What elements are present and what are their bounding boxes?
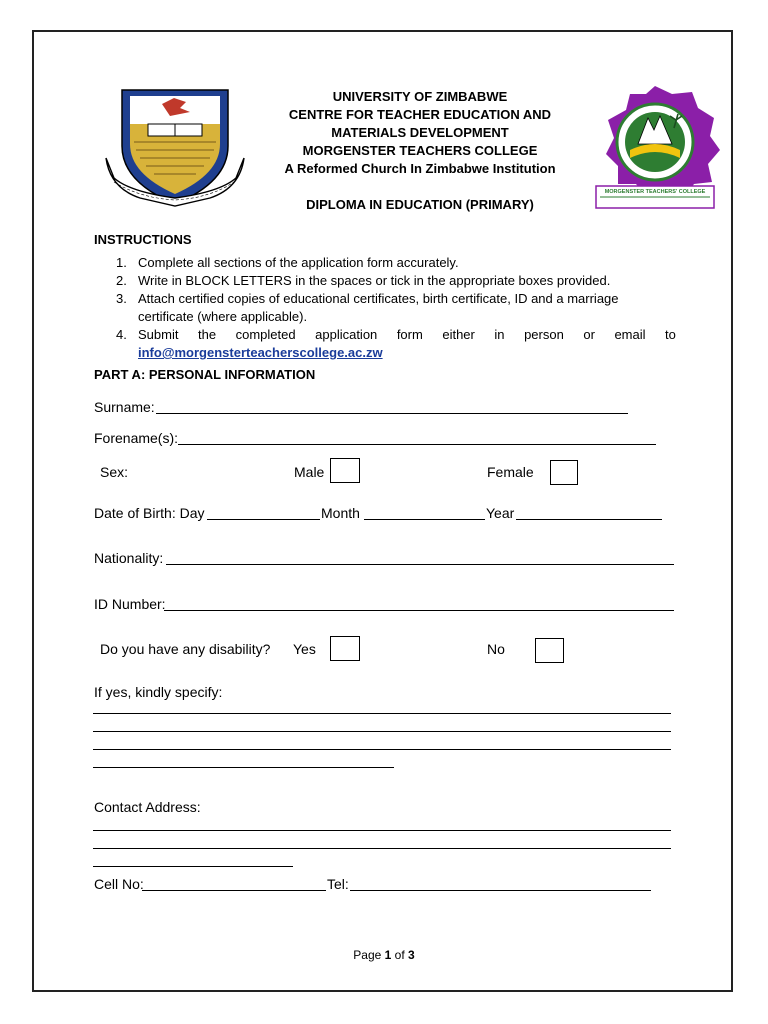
instruction-word: in	[494, 327, 505, 342]
dob-year-label: Year	[486, 505, 515, 521]
part-a-heading: PART A: PERSONAL INFORMATION	[94, 367, 316, 382]
id-number-field[interactable]	[164, 610, 674, 611]
specify-line[interactable]	[93, 767, 394, 768]
college-logo-caption: MORGENSTER TEACHERS' COLLEGE	[604, 189, 706, 195]
surname-field[interactable]	[156, 413, 628, 414]
female-checkbox[interactable]	[550, 460, 578, 485]
tel-field[interactable]	[350, 890, 651, 891]
page-word: Page	[353, 948, 382, 962]
disability-no-checkbox[interactable]	[535, 638, 564, 663]
dob-month-label: Month	[321, 505, 360, 521]
address-line[interactable]	[93, 866, 293, 867]
university-name: UNIVERSITY OF ZIMBABWE	[332, 89, 508, 104]
disability-question: Do you have any disability?	[100, 641, 271, 657]
instruction-word: email	[614, 327, 646, 342]
specify-line[interactable]	[93, 713, 671, 714]
instruction-word: to	[665, 327, 676, 342]
instruction-number: 2.	[116, 273, 127, 288]
instruction-item	[116, 290, 676, 326]
instruction-word: or	[583, 327, 595, 342]
instruction-word: form	[396, 327, 423, 342]
instruction-word: person	[524, 327, 564, 342]
centre-name-line2: MATERIALS DEVELOPMENT	[331, 125, 509, 140]
nationality-label: Nationality:	[94, 550, 164, 566]
instructions-heading: INSTRUCTIONS	[94, 232, 192, 247]
surname-label: Surname:	[94, 399, 155, 415]
instruction-item	[116, 254, 676, 272]
female-label: Female	[487, 464, 534, 480]
tel-label: Tel:	[327, 876, 349, 892]
instruction-item	[116, 272, 676, 290]
programme-title: DIPLOMA IN EDUCATION (PRIMARY)	[306, 197, 534, 212]
instruction-word: the	[198, 327, 217, 342]
disability-yes-checkbox[interactable]	[330, 636, 360, 661]
cell-field[interactable]	[142, 890, 326, 891]
university-crest-logo	[100, 86, 248, 214]
instruction-word: either	[442, 327, 475, 342]
specify-label: If yes, kindly specify:	[94, 684, 223, 700]
instruction-text: Write in BLOCK LETTERS in the spaces or tick in the appropriate boxes provided.	[138, 273, 611, 288]
contact-address-label: Contact Address:	[94, 799, 201, 815]
sex-label: Sex:	[100, 464, 129, 480]
yes-label: Yes	[293, 641, 316, 657]
page-current: 1	[384, 948, 392, 962]
forenames-field[interactable]	[178, 444, 656, 445]
specify-line[interactable]	[93, 731, 671, 732]
instruction-word: Submit	[138, 327, 179, 342]
dob-day-label: Date of Birth: Day	[94, 505, 205, 521]
dob-year-field[interactable]	[516, 519, 662, 520]
instruction-text: Attach certified copies of educational certificates, birth certificate, ID and a marriage	[138, 291, 619, 306]
instruction-text: certificate (where applicable).	[138, 309, 308, 324]
male-label: Male	[294, 464, 325, 480]
institution-tagline: A Reformed Church In Zimbabwe Institution	[284, 161, 556, 176]
address-line[interactable]	[93, 848, 671, 849]
specify-line[interactable]	[93, 749, 671, 750]
address-line[interactable]	[93, 830, 671, 831]
no-label: No	[487, 641, 505, 657]
nationality-field[interactable]	[166, 564, 674, 565]
instruction-item	[116, 326, 676, 362]
instruction-number: 4.	[116, 327, 127, 342]
dob-day-field[interactable]	[207, 519, 320, 520]
of-word: of	[394, 948, 405, 962]
dob-month-field[interactable]	[364, 519, 485, 520]
male-checkbox[interactable]	[330, 458, 360, 483]
instruction-word: application	[315, 327, 378, 342]
instruction-number: 3.	[116, 291, 127, 306]
instruction-number: 1.	[116, 255, 127, 270]
instruction-word: completed	[235, 327, 296, 342]
page-total: 3	[408, 948, 415, 962]
cell-label: Cell No:	[94, 876, 144, 892]
instructions-list	[116, 254, 676, 362]
page-number	[0, 948, 768, 962]
instruction-text	[138, 326, 676, 344]
email-link[interactable]: info@morgensterteacherscollege.ac.zw	[138, 345, 383, 360]
college-name: MORGENSTER TEACHERS COLLEGE	[302, 143, 538, 158]
id-number-label: ID Number:	[94, 596, 166, 612]
instruction-text: Complete all sections of the application form accurately.	[138, 255, 459, 270]
centre-name-line1: CENTRE FOR TEACHER EDUCATION AND	[288, 107, 552, 122]
forenames-label: Forename(s):	[94, 430, 179, 446]
